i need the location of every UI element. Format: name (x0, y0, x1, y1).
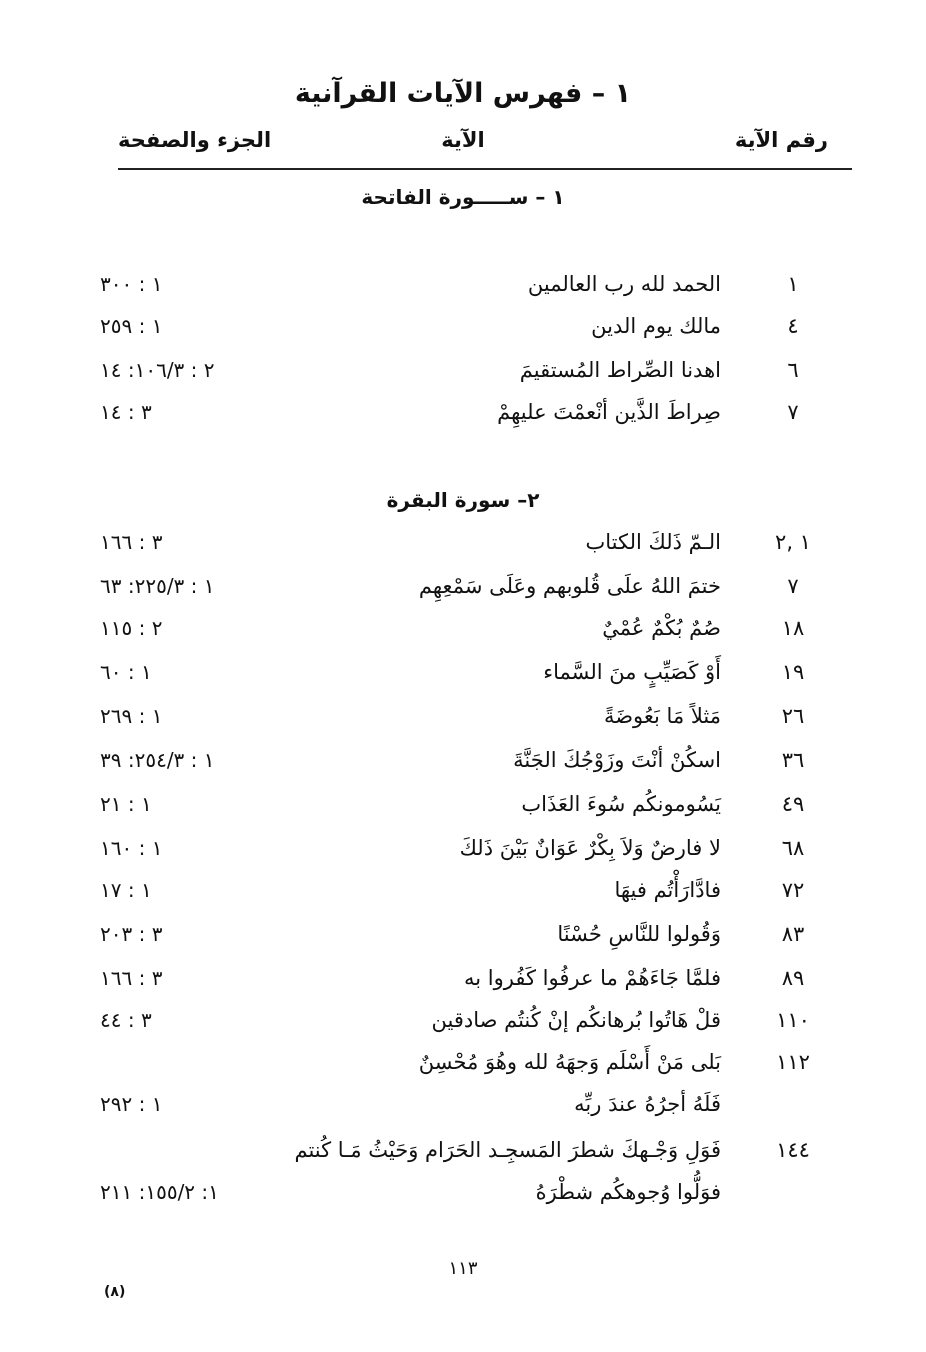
index-row-continuation (0, 1180, 926, 1224)
printer-signature-mark: (٨) (104, 1284, 126, 1300)
verse-text: لا فارضٌ وَلاَ بِكْرٌ عَوَانٌ بَيْنَ ذَلكَ (459, 836, 721, 860)
verse-number: ٧ (787, 400, 799, 424)
volume-page-reference: ١ : ١٧ (100, 878, 152, 902)
verse-number: ٧٢ (781, 878, 805, 902)
volume-page-reference: ١ : ٢٥٤/٣: ٣٩ (100, 748, 215, 772)
volume-page-reference: ٢ : ١٠٦/٣: ١٤ (100, 358, 215, 382)
volume-page-reference: ١ : ٣٠٠ (100, 272, 163, 296)
verse-number: ٨٩ (781, 966, 805, 990)
volume-page-reference: ٣ : ١٦٦ (100, 530, 163, 554)
verse-number: ٤ (787, 314, 799, 338)
header-divider (118, 168, 852, 170)
index-row (0, 748, 926, 792)
column-header-verse: الآية (441, 128, 485, 152)
verse-text: فَوَلِ وَجْـهكَ شطرَ المَسجِـد الحَرَام وَحَيْثُ مَـا كُنتم (294, 1138, 721, 1162)
index-row (0, 530, 926, 574)
volume-page-reference: ١ : ٦٠ (100, 660, 152, 684)
index-row (0, 836, 926, 880)
verse-number: ٤٩ (781, 792, 805, 816)
index-row (0, 966, 926, 1010)
verse-number: ٨٣ (781, 922, 805, 946)
volume-page-reference: ١: ١٥٥/٢: ٢١١ (100, 1180, 219, 1204)
verse-text: أَوْ كَصَيِّبٍ منَ السَّماء (543, 660, 721, 684)
verse-number: ١ ,٢ (775, 530, 811, 554)
verse-text: مَثلاً مَا بَعُوضَةً (603, 704, 721, 728)
verse-text: يَسُومونكُم سُوءَ العَذَاب (521, 792, 721, 816)
verse-text: اسكُنْ أنْتَ وزَوْجُكَ الجَنَّةَ (513, 748, 721, 772)
surah-heading-fatiha: ١ – ســـــورة الفاتحة (361, 185, 565, 209)
index-row (0, 792, 926, 836)
verse-number: ٦ (787, 358, 799, 382)
index-row (0, 314, 926, 358)
index-row (0, 358, 926, 402)
verse-text: فلمَّا جَاءَهُمْ ما عرفُوا كَفُروا به (464, 966, 721, 990)
index-row (0, 704, 926, 748)
verse-text: وَقُولوا للنَّاسِ حُسْنًا (557, 922, 721, 946)
verse-number: ١ (787, 272, 799, 296)
verse-text: الحمد لله رب العالمين (527, 272, 721, 296)
volume-page-reference: ٢ : ١١٥ (100, 616, 163, 640)
verse-number: ١١٢ (776, 1050, 810, 1074)
verse-number: ١٨ (781, 616, 805, 640)
volume-page-reference: ٣ : ٢٠٣ (100, 922, 163, 946)
verse-text: ختمَ اللهُ علَى قُلوبهم وعَلَى سَمْعِهِم (418, 574, 721, 598)
verse-number: ٣٦ (781, 748, 805, 772)
index-row-continuation (0, 1092, 926, 1136)
index-row (0, 660, 926, 704)
verse-text: بَلى مَنْ أَسْلَم وَجهَهُ لله وهُوَ مُحْسِنٌ (418, 1050, 721, 1074)
verse-number: ٧ (787, 574, 799, 598)
verse-text: صِراطَ الذَّين أنْعمْتَ عليهِمْ (497, 400, 721, 424)
index-row (0, 574, 926, 618)
volume-page-reference: ١ : ٢٥٩ (100, 314, 163, 338)
verse-text: الـمّ ذَلكَ الكتاب (585, 530, 721, 554)
verse-number: ٢٦ (781, 704, 805, 728)
volume-page-reference: ٣ : ١٦٦ (100, 966, 163, 990)
index-row (0, 616, 926, 660)
index-row (0, 1138, 926, 1182)
verse-number: ١١٠ (776, 1008, 810, 1032)
volume-page-reference: ١ : ٢٢٥/٣: ٦٣ (100, 574, 215, 598)
verse-number: ١٩ (781, 660, 805, 684)
volume-page-reference: ١ : ١٦٠ (100, 836, 163, 860)
volume-page-reference: ١ : ٢١ (100, 792, 152, 816)
column-header-verse-number: رقم الآية (734, 128, 828, 152)
page-title: ١ – فهرس الآيات القرآنية (294, 78, 632, 109)
verse-number: ٦٨ (781, 836, 805, 860)
verse-text: فادَّارَأْتُم فيهَا (614, 878, 721, 902)
volume-page-reference: ١ : ٢٩٢ (100, 1092, 163, 1116)
verse-text: صُمٌ بُكْمٌ عُمْيٌ (602, 616, 721, 640)
index-row (0, 272, 926, 316)
index-row (0, 400, 926, 444)
verse-text: مالك يوم الدين (591, 314, 721, 338)
page-number: ١١٣ (448, 1258, 478, 1279)
volume-page-reference: ٣ : ٤٤ (100, 1008, 152, 1032)
verse-text: فَلَهُ أجرُهُ عندَ ربِّه (574, 1092, 721, 1116)
verse-text: قلْ هَاتُوا بُرهانكُم إنْ كُنتُم صادقين (431, 1008, 721, 1032)
verse-number: ١٤٤ (776, 1138, 810, 1162)
column-header-reference: الجزء والصفحة (118, 128, 272, 152)
volume-page-reference: ١ : ٢٦٩ (100, 704, 163, 728)
verse-text: اهدنا الصِّراط المُستقيمَ (519, 358, 721, 382)
verse-text: فوَلُّوا وُجوهكُم شطْرَهُ (535, 1180, 721, 1204)
volume-page-reference: ٣ : ١٤ (100, 400, 152, 424)
index-row (0, 1008, 926, 1052)
index-row (0, 922, 926, 966)
index-row (0, 1050, 926, 1094)
surah-heading-baqara: ٢– سورة البقرة (386, 488, 540, 512)
index-row (0, 878, 926, 922)
